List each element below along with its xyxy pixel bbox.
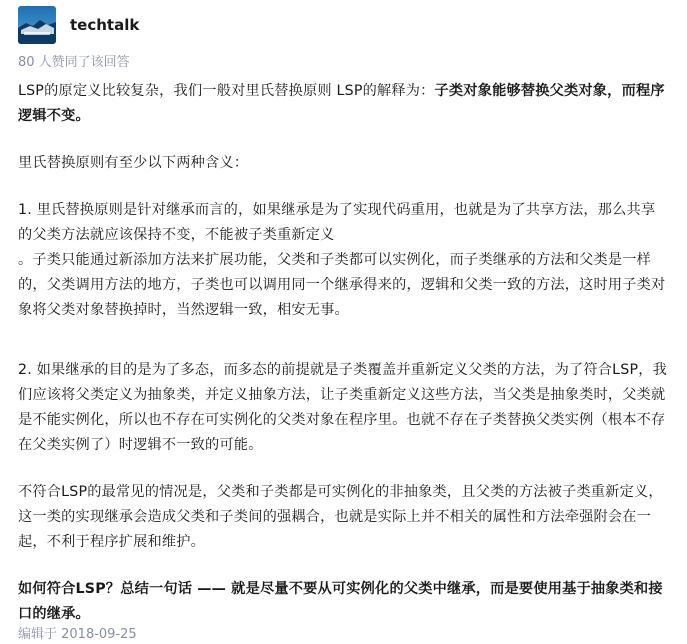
edit-timestamp[interactable]: 编辑于 2018-09-25 [18,627,137,642]
voters-count[interactable]: 80 人赞同了该回答 [18,55,130,70]
author-name[interactable]: techtalk [70,16,140,34]
avatar[interactable] [18,6,56,44]
intro-text: LSP的原定义比较复杂，我们一般对里氏替换原则 LSP的解释为： [18,83,435,99]
intro-bold-text: 子类对象能够替换父类对象，而程序逻辑不变。 [18,83,665,124]
paragraph-point-2: 2. 如果继承的目的是为了多态，而多态的前提就是子类覆盖并重新定义父类的方法，为了符合LSP，我们应该将父类定义为抽象类，并定义抽象方法，让子类重新定义这些方法，当父类是抽象类时，父类就是不能实例化，所以也不存在可实例化的父类对象在程序里。也就不存在子类替换父类实例（根本不存在父类实例了）时逻辑不一致的可能。 [18,362,667,453]
paragraph-point-1-cont: 。子类只能通过新添加方法来扩展功能，父类和子类都可以实例化，而子类继承的方法和父类是一样的，父类调用方法的地方，子类也可以调用同一个继承得来的，逻辑和父类一致的方法，这时用子类对象将父类对象替换掉时，当然逻辑一致，相安无事。 [18,252,666,318]
paragraph-misuse: 不符合LSP的最常见的情况是，父类和子类都是可实例化的非抽象类，且父类的方法被子类重新定义，这一类的实现继承会造成父类和子类间的强耦合，也就是实际上并不相关的属性和方法牵强附会在一起，不利于程序扩展和维护。 [18,484,663,550]
answer-content [18,79,669,627]
paragraph-meanings: 里氏替换原则有至少以下两种含义： [18,155,249,171]
paragraph-point-1: 1. 里氏替换原则是针对继承而言的，如果继承是为了实现代码重用，也就是为了共享方法，那么共享的父类方法就应该保持不变，不能被子类重新定义 [18,202,656,243]
answer-card [0,3,687,644]
summary-bold-text: 如何符合LSP？总结一句话 —— 就是尽量不要从可实例化的父类中继承，而是要使用基于抽象类和接口的继承。 [18,581,663,622]
avatar-image [18,6,56,44]
author-info [18,3,669,47]
paragraph-intro [18,79,669,129]
paragraph-summary [18,577,669,627]
